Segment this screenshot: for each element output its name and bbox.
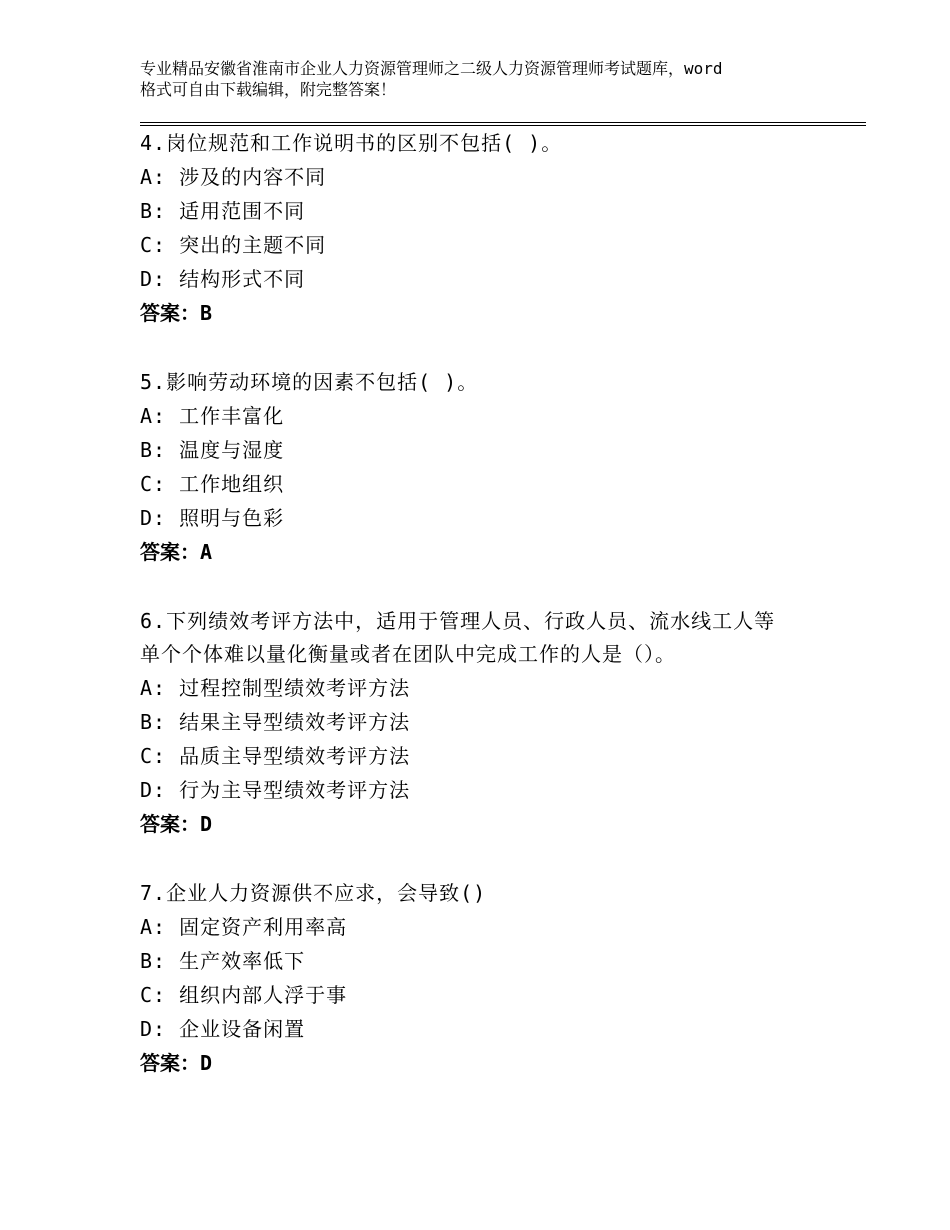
option-d: D: 结构形式不同 [140, 267, 306, 291]
option-c: C: 品质主导型绩效考评方法 [140, 744, 411, 768]
question-text-line-1: 6.下列绩效考评方法中，适用于管理人员、行政人员、流水线工人等 [140, 609, 776, 633]
header-line-1: 专业精品安徽省淮南市企业人力资源管理师之二级人力资源管理师考试题库，word [140, 59, 723, 78]
header-divider-bottom [140, 125, 866, 126]
question-7 [140, 877, 840, 1080]
question-6 [140, 605, 840, 841]
option-d: D: 企业设备闲置 [140, 1017, 306, 1041]
header-divider-top [140, 122, 866, 123]
question-text: 4.岗位规范和工作说明书的区别不包括( )。 [140, 131, 563, 155]
option-c: C: 突出的主题不同 [140, 233, 327, 257]
option-b: B: 生产效率低下 [140, 949, 306, 973]
question-text: 7.企业人力资源供不应求，会导致() [140, 881, 487, 905]
answer: 答案：D [140, 812, 213, 836]
answer: 答案：A [140, 540, 213, 564]
question-4 [140, 127, 840, 330]
option-c: C: 工作地组织 [140, 472, 285, 496]
answer: 答案：D [140, 1051, 213, 1075]
option-b: B: 温度与湿度 [140, 438, 285, 462]
option-d: D: 照明与色彩 [140, 506, 285, 530]
option-a: A: 涉及的内容不同 [140, 165, 327, 189]
option-a: A: 工作丰富化 [140, 404, 285, 428]
question-text: 5.影响劳动环境的因素不包括( )。 [140, 370, 479, 394]
document-header [140, 58, 840, 100]
option-d: D: 行为主导型绩效考评方法 [140, 778, 411, 802]
header-line-2: 格式可自由下载编辑，附完整答案！ [140, 80, 397, 99]
question-5 [140, 366, 840, 569]
option-a: A: 固定资产利用率高 [140, 915, 348, 939]
option-b: B: 结果主导型绩效考评方法 [140, 710, 411, 734]
option-a: A: 过程控制型绩效考评方法 [140, 676, 411, 700]
answer: 答案：B [140, 301, 213, 325]
option-b: B: 适用范围不同 [140, 199, 306, 223]
option-c: C: 组织内部人浮于事 [140, 983, 348, 1007]
question-text-line-2: 单个个体难以量化衡量或者在团队中完成工作的人是（）。 [140, 642, 676, 666]
